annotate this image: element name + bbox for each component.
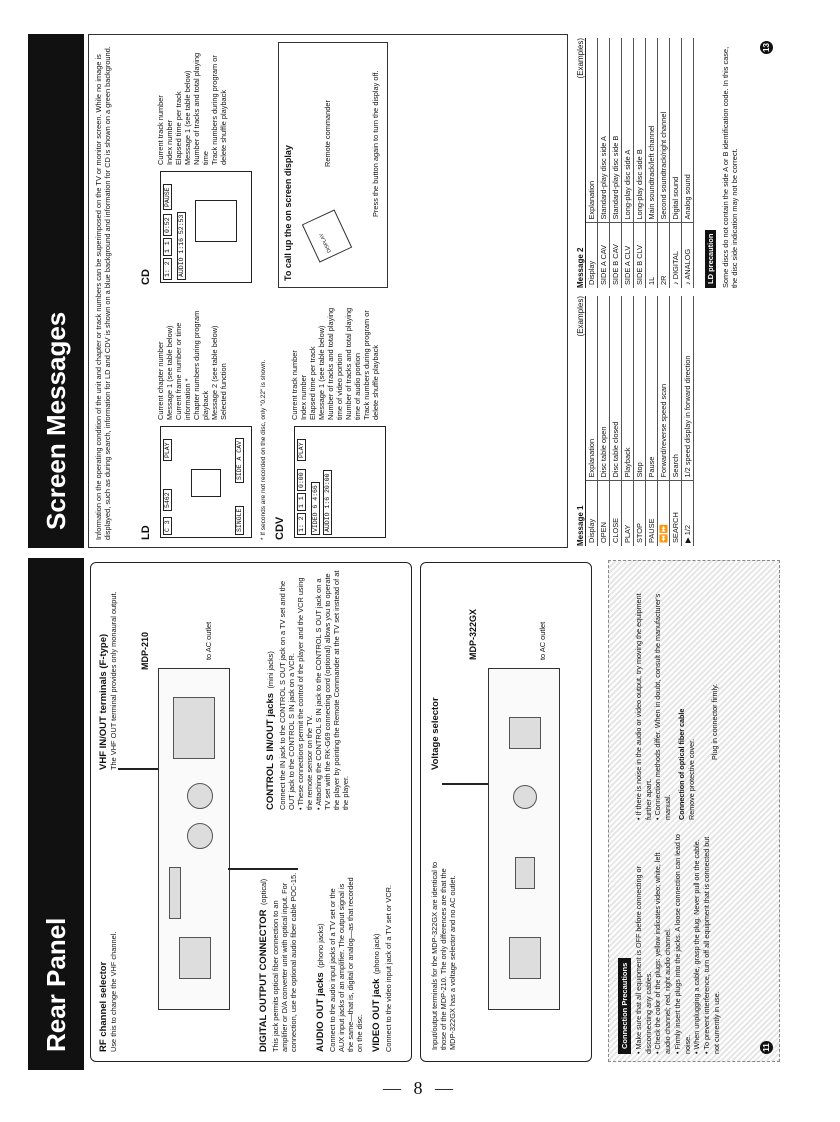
- cell-display: PLAY: [622, 481, 634, 546]
- cell-explanation: Second soundtrack/right channel: [658, 38, 670, 223]
- callout-text: Track numbers during program or delete shuffle playback: [362, 310, 381, 420]
- message1-header-row: [576, 296, 586, 546]
- table-header: [586, 38, 598, 288]
- table-row: [622, 38, 634, 288]
- cell-display: PAUSE: [646, 481, 658, 546]
- cdv-video-tag: VIDEO 6 4:66: [311, 482, 320, 535]
- screen-messages-title: Screen Messages: [28, 34, 84, 548]
- cd-callouts: [156, 40, 228, 165]
- cell-display: SIDE B CLV: [634, 223, 646, 288]
- remote-label: Remote commander: [323, 100, 332, 167]
- cell-explanation: Long-play disc side A: [622, 38, 634, 223]
- callout-text: Message 1 (see table below): [317, 325, 327, 420]
- ld-function-tag: SINGLE: [235, 506, 244, 535]
- callout-text: Message 1 (see table below): [183, 70, 193, 165]
- cell-display: SIDE A CAV: [598, 223, 610, 288]
- ld-message1-tag: PLAY: [163, 439, 172, 461]
- remote-commander-icon: [302, 209, 352, 262]
- player-rear-322gx: [488, 668, 560, 1010]
- cdv-track-tag: 1: 2: [297, 513, 306, 535]
- table-row: [610, 38, 622, 288]
- cd-message1-tag: PAUSE: [163, 184, 172, 210]
- cd-program-box: [195, 200, 237, 242]
- cell-display: STOP: [634, 481, 646, 546]
- cell-display: SEARCH: [670, 481, 682, 546]
- table-row: [622, 296, 634, 546]
- control-bullet: • These connections permit the control of the player and the VCR using the remote sensor on the TV.: [296, 577, 315, 810]
- cell-explanation: Search: [670, 296, 682, 481]
- callout-text: Current track number: [156, 95, 165, 165]
- ld-chapter-tag: C 3: [163, 517, 172, 535]
- jack-strip: [515, 857, 535, 889]
- precautions-col1: [634, 834, 721, 1054]
- display-button-label: DISPLAY: [318, 232, 333, 254]
- cell-display: OPEN: [598, 481, 610, 546]
- col-header: Explanation: [586, 296, 598, 481]
- cell-explanation: Playback: [622, 296, 634, 481]
- control-bullet: • Attaching the CONTROL S IN jack to the CONTROL S OUT jack on a TV set with the RK-G69 connecting cord (optional) allows you to operate the player by pointing the Remote Commander at the TV set instead of at the player.: [314, 570, 351, 810]
- table-row: [610, 296, 622, 546]
- cell-explanation: Forward/reverse speed scan: [658, 296, 670, 481]
- cdv-index-tag: 1 1: [297, 493, 306, 511]
- video-heading: VIDEO OUT jack: [371, 978, 382, 1052]
- precaution-item: • Check the color of the plugs: yellow indicates video; white, left audio channel; red, right audio channel.: [653, 852, 673, 1054]
- page-number: — 8 —: [383, 1078, 457, 1098]
- cd-label: CD: [140, 269, 152, 285]
- col-header: Display: [586, 223, 598, 288]
- cell-explanation: Disc table closed: [610, 296, 622, 481]
- ld-message2-tag: SIDE A CAV: [235, 438, 244, 483]
- digital-desc: This jack permits optical fiber connection to an amplifier or D/A converter unit with optical input. For connection, use the optional audio fiber cable POC-15.: [271, 872, 299, 1052]
- cell-explanation: Long-play disc side B: [634, 38, 646, 223]
- precaution-item: • If there is noise in the audio or video output, try moving the equipment further apart.: [634, 593, 653, 820]
- cell-display: 1L: [646, 223, 658, 288]
- ld-screen: [160, 426, 252, 538]
- callout-text: Index number: [165, 119, 175, 165]
- cdv-screen: [294, 426, 386, 538]
- page-badge-right: 13: [760, 41, 773, 54]
- table-row: [682, 296, 694, 546]
- control-kind: (mini jacks): [266, 651, 275, 689]
- cdv-label: CDV: [274, 516, 286, 540]
- audio-heading: AUDIO OUT jacks: [315, 972, 326, 1052]
- col-header: Explanation: [586, 38, 598, 223]
- rear-panel-title: Rear Panel: [28, 558, 84, 1070]
- precaution-item: • To prevent interference, turn off all equipment that is connected but not currently in use.: [702, 836, 721, 1054]
- ld-footnote: * If seconds are not recorded on the disc, only "0.22" is shown.: [260, 359, 267, 540]
- table-row: [646, 38, 658, 288]
- page-badge-left: 11: [760, 1041, 773, 1054]
- callout-text: Current track number: [290, 350, 299, 420]
- col-header: Display: [586, 481, 598, 546]
- table-row: [634, 38, 646, 288]
- callout-line: [442, 784, 488, 786]
- callout-text: Message 1 (see table below): [165, 325, 175, 420]
- voltage-switch: [509, 717, 541, 749]
- ld-precaution-block: [700, 38, 739, 288]
- cell-display: CLOSE: [610, 481, 622, 546]
- table-row: [658, 296, 670, 546]
- table-row: [598, 296, 610, 546]
- audio-desc: Connect to the audio input jacks of a TV set or the AUX input jacks of an amplifier. The output signal is the same—that is, digital or analog—as that recorded on the disc.: [328, 877, 365, 1052]
- ac-label-322gx: to AC outlet: [538, 621, 547, 660]
- message2-examples: (Examples): [576, 38, 585, 79]
- fiber-step: Plug in connector firmly.: [710, 683, 720, 760]
- callout-text: Index number: [299, 374, 309, 420]
- callout-text: Current chapter number: [156, 341, 165, 420]
- cell-display: SIDE B CAV: [610, 223, 622, 288]
- precautions-heading: Connection Precautions: [618, 958, 631, 1054]
- ld-callouts: [156, 300, 228, 420]
- message2-table: [586, 38, 694, 288]
- message2-header-row: [576, 38, 586, 288]
- table-row: [670, 38, 682, 288]
- message2-title: Message 2: [576, 247, 585, 288]
- voltage-selector-label: Voltage selector: [430, 697, 441, 770]
- video-kind: (phono jack): [372, 933, 381, 975]
- callout-text: Chapter numbers during program playback: [192, 310, 211, 420]
- precaution-item: • Make sure that all equipment is OFF before connecting or disconnecting any cables.: [634, 866, 653, 1054]
- cell-display: ♪ ANALOG: [682, 223, 694, 288]
- cell-explanation: Standard-play disc side A: [598, 38, 610, 223]
- ld-precaution-heading: LD precaution: [705, 230, 716, 288]
- table-row: [670, 296, 682, 546]
- callout-text: Message 2 (see table below): [210, 325, 220, 420]
- audio-kind: (phono jacks): [316, 923, 325, 968]
- precaution-item: • Connection methods differ. When in doubt, consult the manufacturer's manual.: [653, 593, 673, 820]
- cell-explanation: 1/2 speed display in forward direction: [682, 296, 694, 481]
- callout-text: Elapsed time per track: [174, 91, 184, 165]
- table-row: [598, 38, 610, 288]
- cd-audio-tag: AUDIO 1:16 52:53: [177, 212, 186, 280]
- table-row: [646, 296, 658, 546]
- vhf-connector: [513, 785, 537, 809]
- ld-frame-tag: 5462: [163, 489, 172, 511]
- cdv-message1-tag: PLAY: [297, 439, 306, 461]
- cell-explanation: Analog sound: [682, 38, 694, 223]
- table-row: [634, 296, 646, 546]
- model-label-322gx: MDP-322GX: [468, 608, 478, 660]
- ld-label: LD: [140, 525, 152, 540]
- table-header: [586, 296, 598, 546]
- cell-display: ♪ DIGITAL: [670, 223, 682, 288]
- vhf-desc: The VHF OUT terminal provides only monaural output.: [109, 591, 118, 770]
- call-up-heading: To call up the on screen display: [283, 145, 293, 281]
- fiber-heading: Connection of optical fiber cable: [676, 708, 686, 820]
- ld-precaution-text: Some discs do not contain the side A or B identification code. In this case, the disc side indication may not be correct.: [721, 46, 740, 288]
- precautions-col2: [634, 580, 720, 820]
- call-up-note: Press the button again to turn the display off.: [371, 70, 380, 217]
- cell-display: SIDE A CLV: [622, 223, 634, 288]
- cell-explanation: Pause: [646, 296, 658, 481]
- digital-kind: (optical): [259, 878, 268, 906]
- control-heading: CONTROL S IN/OUT jacks: [265, 692, 276, 810]
- cell-display: 2R: [658, 223, 670, 288]
- vent-grille: [509, 937, 541, 979]
- intro-text: Information on the operating condition of the unit and chapter or track numbers can be superimposed on the TV or monitor screen. While no image is displayed, such as during search, information for LD and CDV is shown on a blue background and information for CD is shown on a green background.: [94, 46, 113, 540]
- table-row: [682, 38, 694, 288]
- control-desc: Connect the IN jack to the CONTROL S OUT jack on a TV set and the OUT jack to the CONTROL S IN jack on a VCR.: [278, 580, 297, 810]
- cdv-time-tag: 0:00: [297, 469, 306, 491]
- ld-program-box: [191, 469, 221, 497]
- section-frame: [90, 562, 412, 1062]
- call-up-box: [278, 42, 388, 288]
- message1-table: [586, 296, 694, 546]
- message1-block: [576, 296, 694, 546]
- table-row: [658, 38, 670, 288]
- cell-explanation: Disc table open: [598, 296, 610, 481]
- vhf-heading: VHF IN/OUT terminals (F-type): [98, 633, 109, 770]
- rf-selector-heading: RF channel selector: [98, 961, 109, 1052]
- precaution-item: • Firmly insert the plugs into the jacks. A loose connection can lead to noise.: [672, 834, 692, 1054]
- callout-text: Number of tracks and total playing time of video portion: [326, 307, 345, 420]
- digital-heading: DIGITAL OUTPUT CONNECTOR: [258, 909, 269, 1052]
- cell-display: ▶ 1/2: [682, 481, 694, 546]
- message2-block: [576, 38, 739, 288]
- callout-text: Number of tracks and total playing time of audio portion: [344, 307, 363, 420]
- precaution-item: • When unplugging a cable, grasp the plug. Never pull on the cable.: [692, 839, 702, 1054]
- cd-time-tag: 0:52: [163, 214, 172, 236]
- ac-label-210: to AC outlet: [204, 621, 213, 660]
- fiber-step: Remove protective cover.: [686, 738, 696, 820]
- callout-text: Current frame number or time information *: [174, 322, 193, 420]
- callout-text: Track numbers during program or delete shuffle playback: [210, 55, 229, 165]
- cd-index-tag: 1 1: [163, 238, 172, 256]
- cd-screen: [160, 171, 252, 283]
- cell-explanation: Standard-play disc side B: [610, 38, 622, 223]
- cdv-callouts: [290, 300, 380, 420]
- message1-title: Message 1: [576, 505, 585, 546]
- callout-text: Selected function: [219, 363, 229, 420]
- callout-text: Number of tracks and total playing time: [192, 52, 211, 165]
- cell-explanation: Main soundtrack/left channel: [646, 38, 658, 223]
- cell-display: ⏪⏩: [658, 481, 670, 546]
- gx-description: Input/output terminals for the MDP-322GX are identical to those of the MDP-210. The only differences are that the MDP-322GX has a voltage selector and no AC outlet.: [430, 861, 458, 1050]
- rf-selector-desc: Use this to change the VHF channel.: [109, 931, 118, 1052]
- cell-explanation: Stop: [634, 296, 646, 481]
- video-desc: Connect to the video input jack of a TV set or VCR.: [384, 884, 393, 1052]
- cell-explanation: Digital sound: [670, 38, 682, 223]
- rotated-spread: [28, 34, 788, 1070]
- cdv-audio-tag: AUDIO 1:6 20:00: [323, 470, 332, 535]
- model-label-210: MDP-210: [140, 631, 150, 670]
- callout-text: Elapsed time per track: [308, 346, 318, 420]
- cd-track-tag: 1: 2: [163, 258, 172, 280]
- message1-examples: (Examples): [576, 296, 585, 337]
